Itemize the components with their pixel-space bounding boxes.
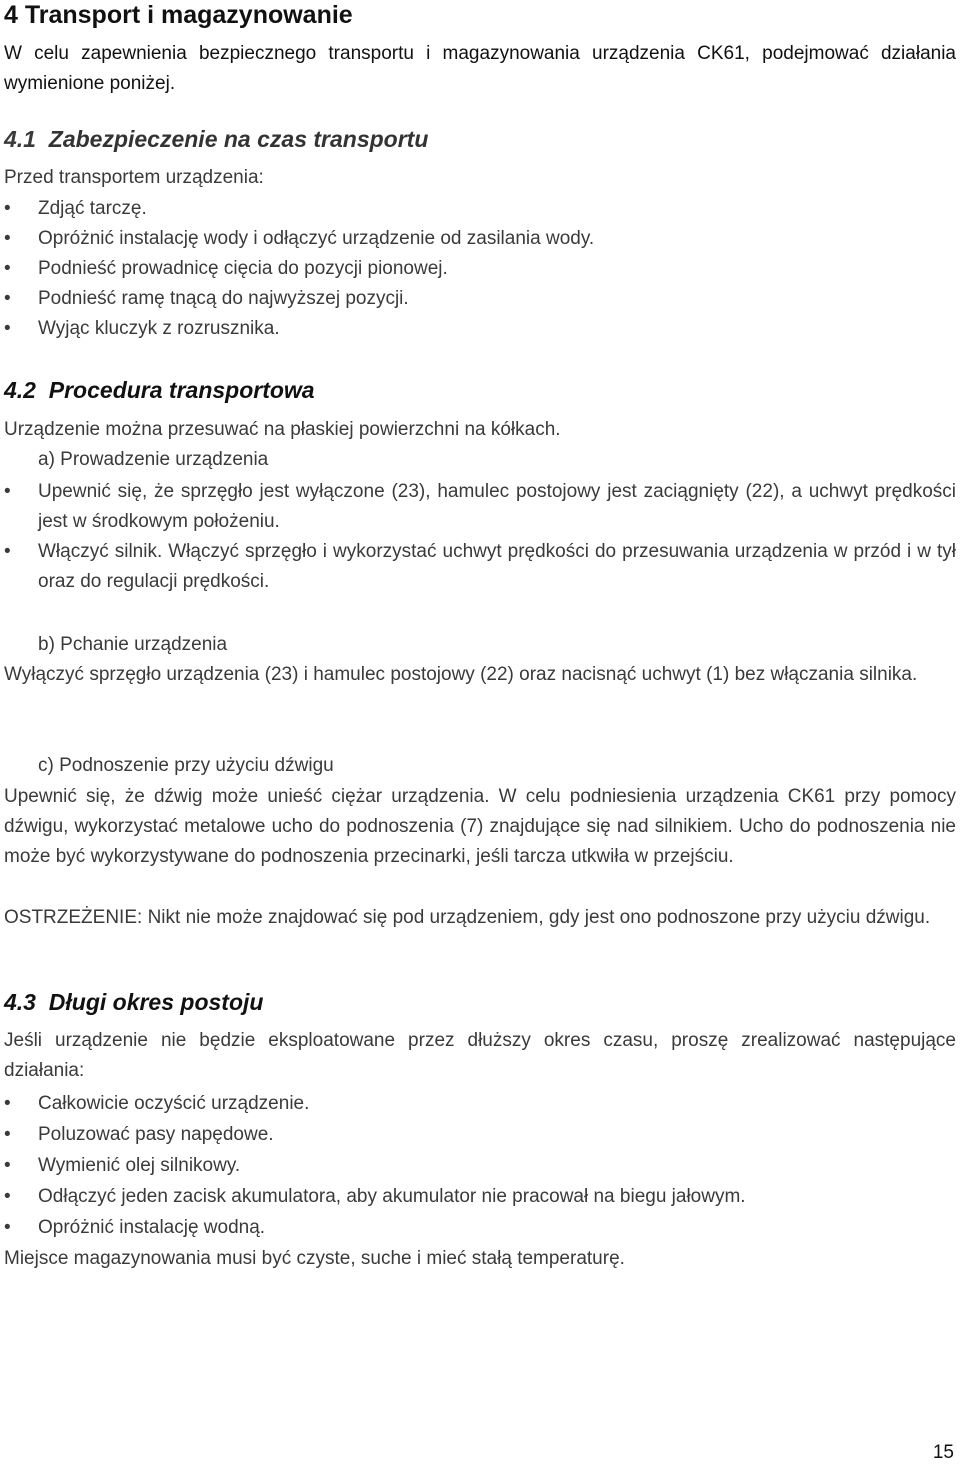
subsection-c-title: c) Podnoszenie przy użyciu dźwigu	[38, 755, 334, 776]
subsection-c-text: Upewnić się, że dźwig może unieść ciężar urządzenia. W celu podniesienia urządzenia CK61 przy pomocy dźwigu, wykorzystać metalowe ucho do podnoszenia (7) znajdujące się nad silnikiem. Ucho do podnoszenia nie może być wykorzystywane do podnoszenia przecinarki, jeśli tarcza utkwiła w przejściu.	[4, 786, 956, 867]
section-4-3-closing: Miejsce magazynowania musi być czyste, suche i mieć stałą temperaturę.	[4, 1248, 625, 1269]
section-4-1-number: 4.1	[4, 126, 36, 152]
subsection-b-text: Wyłączyć sprzęgło urządzenia (23) i hamulec postojowy (22) oraz nacisnąć uchwyt (1) bez włączania silnika.	[4, 664, 918, 685]
section-4-2-lead: Urządzenie można przesuwać na płaskiej powierzchni na kółkach.	[4, 419, 561, 440]
section-4-2-number: 4.2	[4, 377, 36, 403]
chapter-intro: W celu zapewnienia bezpiecznego transportu i magazynowania urządzenia CK61, podejmować działania wymienione poniżej.	[4, 43, 956, 94]
section-4-2-title: Procedura transportowa	[48, 377, 315, 403]
warning-text: OSTRZEŻENIE: Nikt nie może znajdować się pod urządzeniem, gdy jest ono podnoszone przy użyciu dźwigu.	[4, 907, 931, 928]
subsection-b-title: b) Pchanie urządzenia	[38, 634, 228, 655]
list-item: • Włączyć silnik. Włączyć sprzęgło i wykorzystać uchwyt prędkości do przesuwania urządzenia w przód i w tył oraz do regulacji prędkości.	[4, 537, 956, 597]
list-item: • Podnieść prowadnicę cięcia do pozycji pionowej.	[4, 254, 956, 284]
list-item: • Opróżnić instalację wody i odłączyć urządzenie od zasilania wody.	[4, 224, 956, 254]
list-item: • Upewnić się, że sprzęgło jest wyłączone (23), hamulec postojowy jest zaciągnięty (22), a uchwyt prędkości jest w środkowym położeniu.	[4, 477, 956, 537]
section-4-3-heading	[4, 987, 956, 1017]
section-4-1-lead: Przed transportem urządzenia:	[4, 167, 264, 188]
list-item: • Wymienić olej silnikowy.	[4, 1151, 956, 1181]
list-item: • Wyjąc kluczyk z rozrusznika.	[4, 314, 956, 344]
list-item: • Całkowicie oczyścić urządzenie.	[4, 1089, 956, 1119]
section-4-3-list	[4, 1089, 956, 1243]
list-item: • Poluzować pasy napędowe.	[4, 1120, 956, 1150]
page-number: 15	[932, 1442, 954, 1463]
subsection-a-list	[4, 477, 956, 597]
section-4-3-number: 4.3	[4, 989, 36, 1015]
section-4-1-heading	[4, 124, 956, 154]
chapter-heading: 4 Transport i magazynowanie	[4, 1, 353, 29]
section-4-1-list	[4, 194, 956, 344]
subsection-a-title: a) Prowadzenie urządzenia	[38, 449, 269, 470]
section-4-1-title: Zabezpieczenie na czas transportu	[48, 126, 429, 152]
list-item: • Zdjąć tarczę.	[4, 194, 956, 224]
list-item: • Podnieść ramę tnącą do najwyższej pozycji.	[4, 284, 956, 314]
list-item: • Odłączyć jeden zacisk akumulatora, aby akumulator nie pracował na biegu jałowym.	[4, 1182, 956, 1212]
section-4-3-title: Długi okres postoju	[48, 989, 264, 1015]
section-4-2-heading	[4, 375, 956, 405]
section-4-3-lead: Jeśli urządzenie nie będzie eksploatowane przez dłuższy okres czasu, proszę zrealizować następujące działania:	[4, 1030, 956, 1081]
list-item: • Opróżnić instalację wodną.	[4, 1213, 956, 1243]
